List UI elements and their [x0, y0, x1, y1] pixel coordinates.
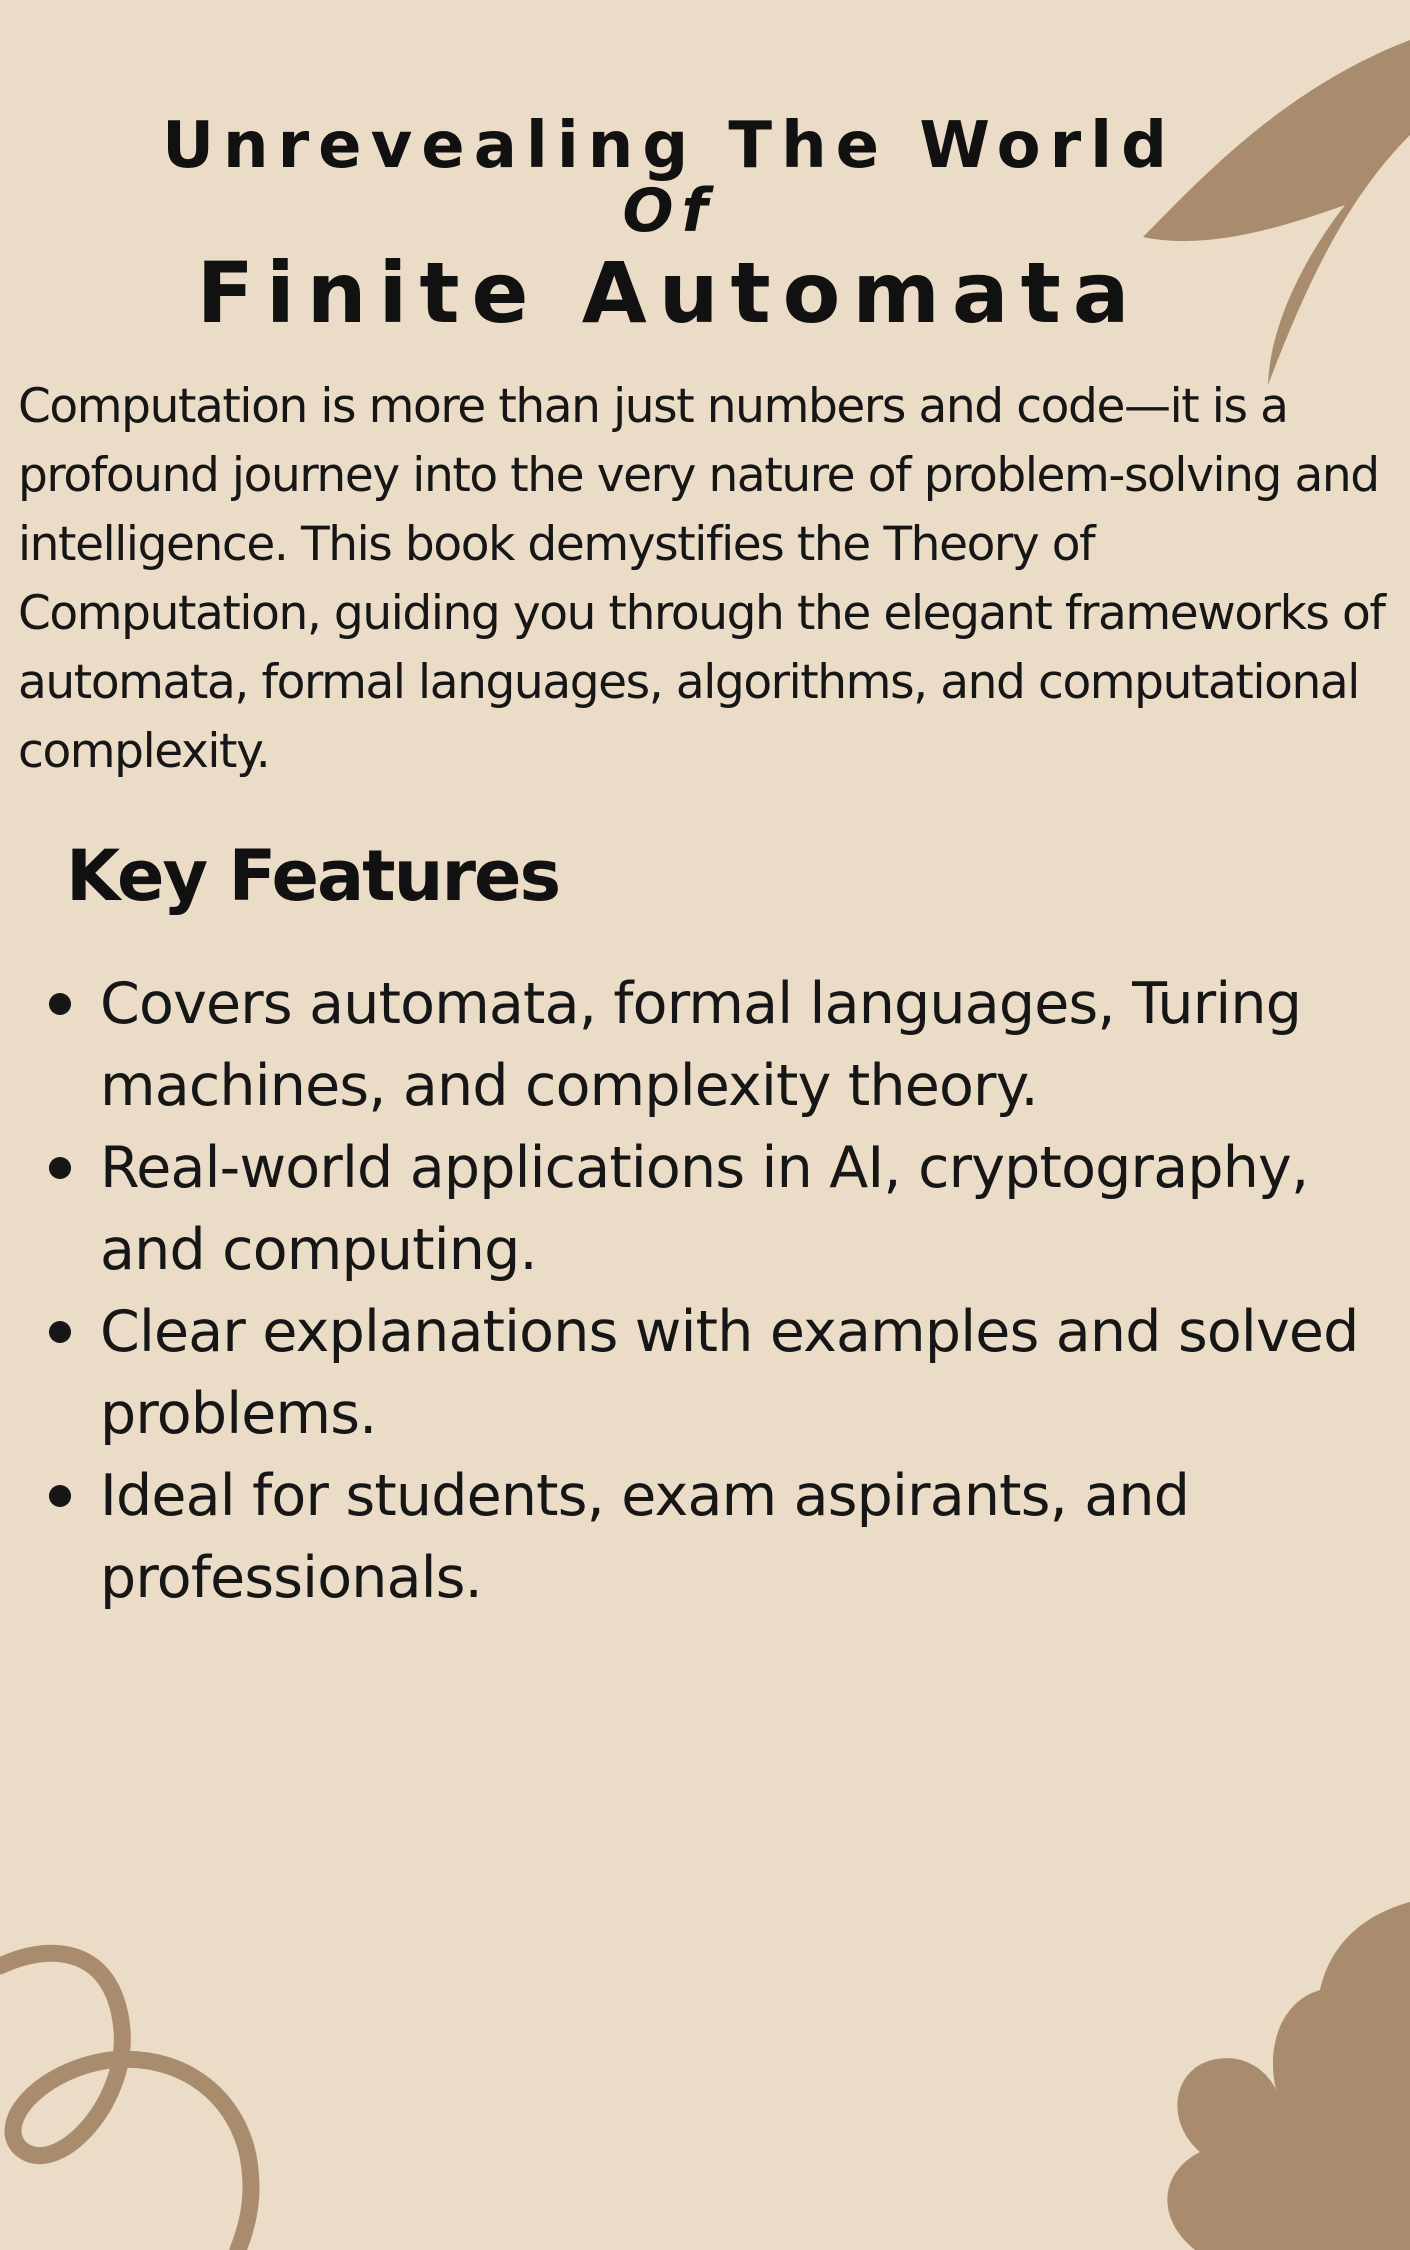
- title-line-1: Unrevealing The World: [162, 109, 1176, 183]
- feature-item: [0, 1291, 1390, 1455]
- feature-text: Clear explanations with examples and solved problems.: [100, 1299, 1359, 1447]
- swirl-shape: [0, 1953, 251, 2250]
- key-features-heading: Key Features: [66, 835, 560, 917]
- bullet-icon: [49, 1485, 71, 1507]
- feature-text: Covers automata, formal languages, Turing machines, and complexity theory.: [100, 971, 1302, 1119]
- title-line-3: Finite Automata: [196, 244, 1142, 342]
- bullet-icon: [49, 993, 71, 1015]
- bullet-icon: [49, 1157, 71, 1179]
- feature-text: Real-world applications in AI, cryptography, and computing.: [100, 1135, 1309, 1283]
- feature-item: [0, 1455, 1390, 1619]
- key-features-list: [0, 963, 1390, 1619]
- feature-item: [0, 963, 1390, 1127]
- intro-paragraph: Computation is more than just numbers and code—it is a profound journey into the very nature of problem-solving and intelligence. This book demystifies the Theory of Computation, guiding you through the elegant frameworks of automata, formal languages, algorithms, and computational complexity.: [18, 379, 1385, 779]
- book-title: [0, 104, 1338, 346]
- flower-shape: [1167, 1902, 1410, 2250]
- feature-item: [0, 1127, 1390, 1291]
- bullet-icon: [49, 1321, 71, 1343]
- title-line-2: Of: [622, 176, 716, 246]
- feature-text: Ideal for students, exam aspirants, and professionals.: [100, 1463, 1190, 1611]
